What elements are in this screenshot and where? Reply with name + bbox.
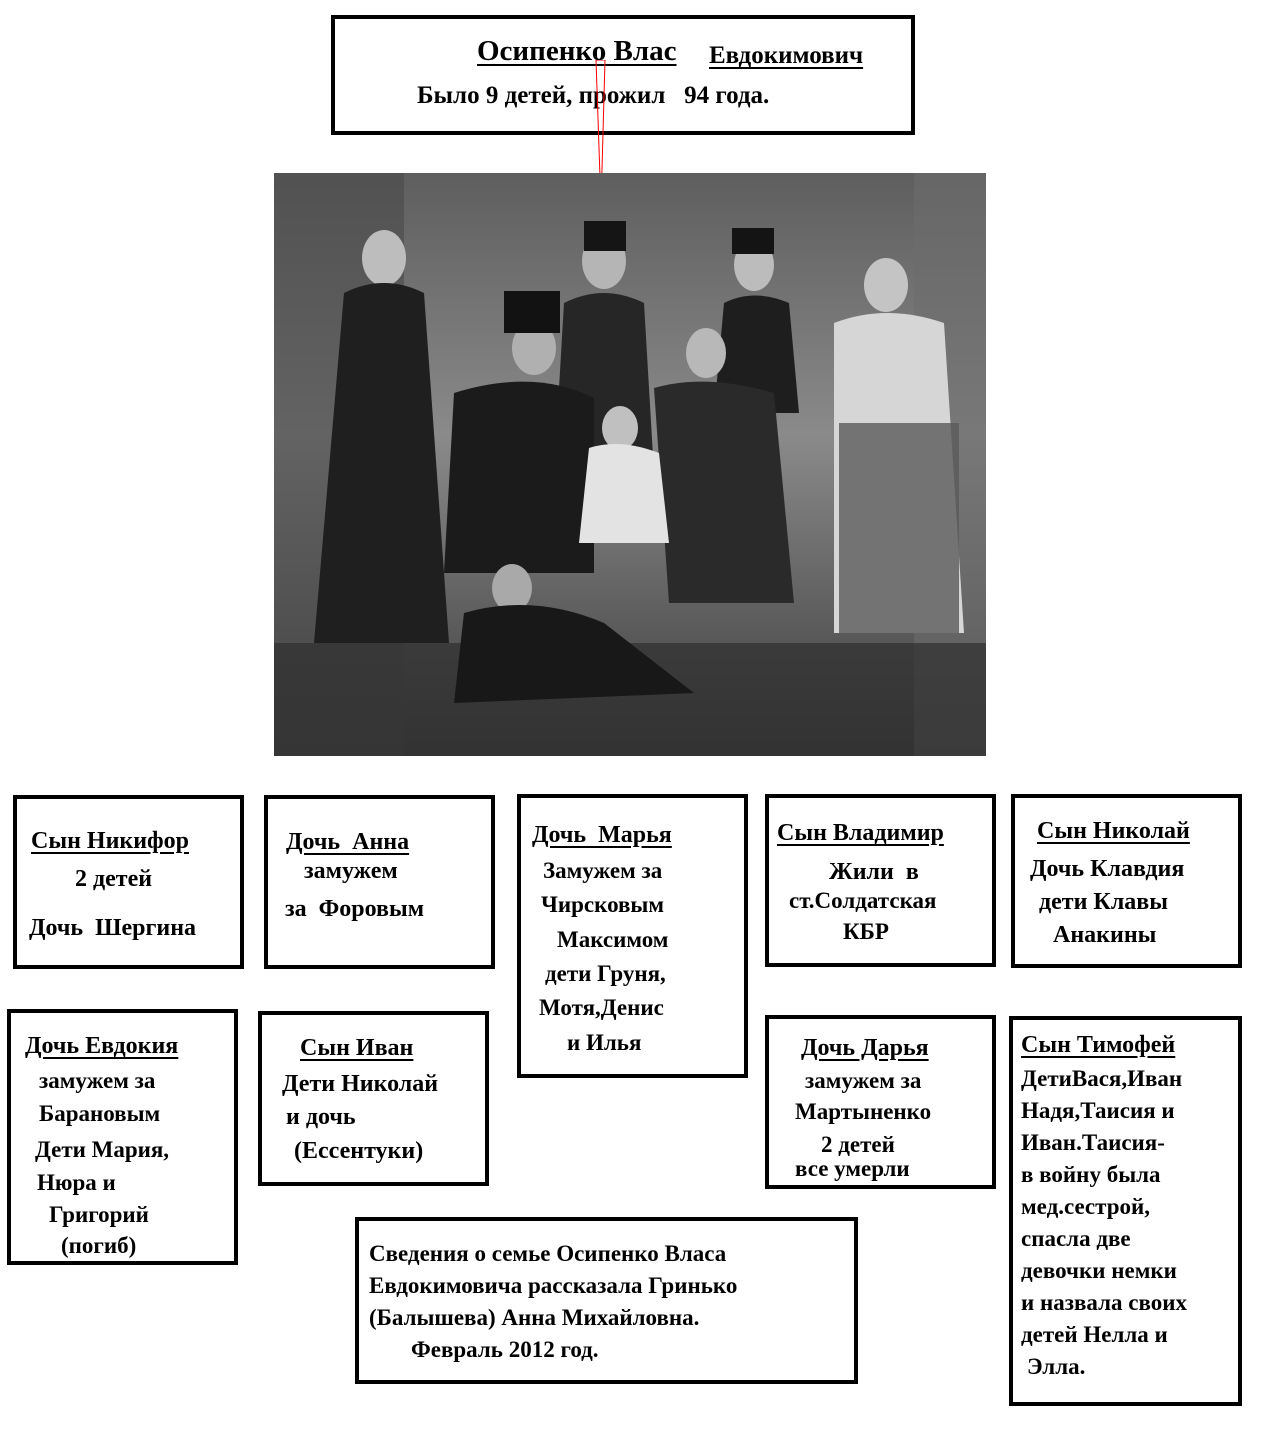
child-line: дети Клавы [1039, 889, 1168, 915]
child-title: Сын Николай [1037, 818, 1190, 844]
family-photo [274, 173, 986, 756]
child-line: Элла. [1027, 1354, 1086, 1379]
child-box-darya [765, 1015, 996, 1189]
child-line: и дочь [286, 1104, 356, 1130]
child-line: замужем [304, 858, 398, 884]
child-box-evdokia [7, 1009, 238, 1265]
child-line: все умерли [795, 1156, 910, 1181]
child-line: за Форовым [285, 896, 425, 922]
child-box-timofei [1009, 1016, 1242, 1406]
root-person-box [331, 15, 915, 135]
child-line: мед.сестрой, [1021, 1194, 1151, 1219]
child-title: Дочь Дарья [801, 1035, 929, 1061]
child-line: Мартыненко [795, 1099, 932, 1124]
child-title: Сын Владимир [777, 820, 944, 846]
child-line: Чирсковым [541, 892, 665, 917]
child-line: 2 детей [821, 1132, 895, 1157]
root-note: Было 9 детей, прожил 94 года. [417, 82, 770, 109]
child-line: Дочь Шергина [29, 915, 197, 941]
child-line: Нюра и [37, 1170, 116, 1195]
child-box-anna [264, 795, 495, 969]
child-line: Жили в [829, 859, 919, 885]
child-box-ivan [258, 1011, 489, 1186]
child-line: спасла две [1021, 1226, 1131, 1251]
child-line: в войну была [1021, 1162, 1161, 1187]
child-line: и назвала своих [1021, 1290, 1187, 1315]
source-note-box [355, 1217, 858, 1384]
source-line: Февраль 2012 год. [411, 1337, 599, 1362]
root-patronymic: Евдокимович [709, 42, 864, 69]
child-line: КБР [843, 919, 889, 944]
child-line: Дети Мария, [35, 1137, 170, 1162]
child-title: Сын Никифор [31, 828, 190, 854]
child-line: Дочь Клавдия [1030, 856, 1185, 882]
child-box-nikifor [13, 795, 244, 969]
child-box-marya [517, 794, 748, 1078]
source-line: Сведения о семье Осипенко Власа [369, 1241, 727, 1266]
child-line: ст.Солдатская [789, 888, 937, 913]
child-title: Сын Иван [300, 1035, 414, 1061]
child-box-nikolai [1011, 794, 1242, 968]
child-title: Сын Тимофей [1021, 1032, 1176, 1058]
child-line: (погиб) [61, 1233, 137, 1258]
child-line: Надя,Таисия и [1021, 1098, 1175, 1123]
child-line: Иван.Таисия- [1021, 1130, 1165, 1155]
child-line: Барановым [39, 1101, 161, 1126]
child-line: ДетиВася,Иван [1021, 1066, 1183, 1091]
child-line: девочки немки [1021, 1258, 1177, 1283]
child-line: детей Нелла и [1021, 1322, 1168, 1347]
child-line: замужем за [39, 1068, 156, 1093]
child-line: Григорий [49, 1202, 149, 1227]
child-line: 2 детей [75, 866, 153, 892]
child-box-vladimir [765, 794, 996, 967]
child-line: Замужем за [543, 858, 663, 883]
child-title: Дочь Евдокия [25, 1033, 179, 1059]
child-line: Максимом [557, 927, 669, 952]
child-line: и Илья [567, 1030, 642, 1055]
child-title: Дочь Марья [532, 822, 672, 848]
child-title: Дочь Анна [286, 829, 410, 855]
source-line: (Балышева) Анна Михайловна. [369, 1305, 700, 1330]
child-line: Дети Николай [282, 1071, 439, 1097]
child-line: Мотя,Денис [539, 995, 664, 1020]
source-line: Евдокимовича рассказала Гринько [369, 1273, 738, 1298]
child-line: (Ессентуки) [294, 1138, 424, 1164]
root-name: Осипенко Влас [477, 35, 677, 67]
child-line: дети Груня, [545, 961, 666, 986]
child-line: Анакины [1053, 922, 1157, 948]
child-line: замужем за [805, 1068, 922, 1093]
